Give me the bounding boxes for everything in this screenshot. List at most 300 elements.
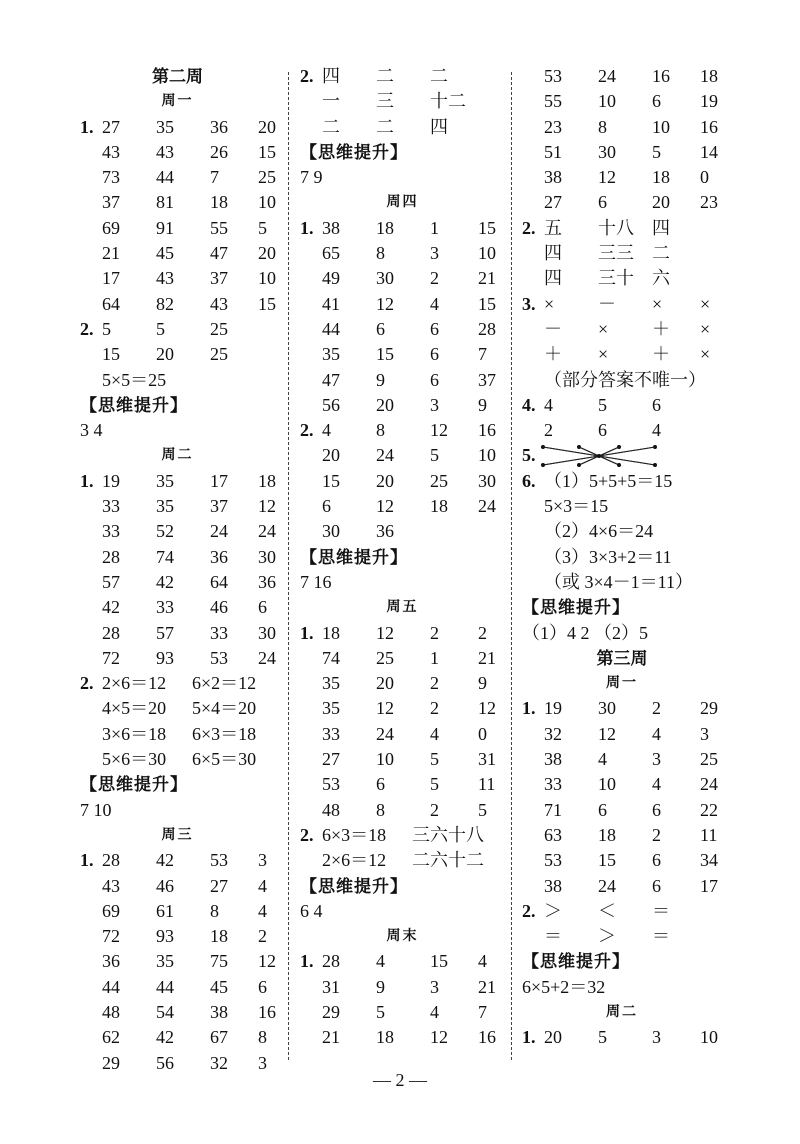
answer-cell: 37 — [210, 268, 228, 289]
equation: 6×5＝30 — [192, 749, 257, 770]
answer-cell: 42 — [156, 1027, 174, 1048]
answer-cell: 19 — [700, 91, 718, 112]
answer-cell: 7 — [210, 167, 219, 188]
answer-cell: 6 — [598, 799, 607, 820]
answer-cell: 9 — [376, 976, 385, 997]
answer-line — [80, 115, 275, 140]
answer-cell: 24 — [258, 521, 276, 542]
answer-line — [80, 292, 275, 317]
answer-cell: 30 — [376, 268, 394, 289]
answer-cell: 43 — [210, 293, 228, 314]
answer-cell: 6 — [652, 799, 661, 820]
answer-cell: 7 — [478, 344, 487, 365]
answer-cell: 7 — [478, 1001, 487, 1022]
answer-cell: 47 — [210, 243, 228, 264]
answer-line — [522, 1025, 722, 1050]
answer-cell: 48 — [102, 1001, 120, 1022]
answer-cell: 6 — [652, 394, 661, 415]
answer-line — [522, 772, 722, 797]
answer-cell: 32 — [210, 1052, 228, 1073]
answer-line — [522, 722, 722, 747]
answer-cell: 53 — [544, 66, 562, 86]
answer-cell: 48 — [322, 799, 340, 820]
answer-cell: 57 — [102, 571, 120, 592]
answer-cell: 15 — [430, 951, 448, 972]
answer-column-2 — [300, 64, 505, 1064]
answer-cell: 10 — [598, 91, 616, 112]
answer-line — [80, 722, 275, 747]
answer-cell: 5 — [430, 774, 439, 795]
answer-cell: 5 — [376, 1001, 385, 1022]
answer-cell: 16 — [478, 420, 496, 441]
answer-cell: 36 — [210, 546, 228, 567]
day-heading: 周三 — [161, 827, 194, 843]
answer-cell: 8 — [210, 900, 219, 921]
answer-text: 7 10 — [80, 799, 112, 820]
answer-line — [300, 292, 505, 317]
answer-cell: 4 — [652, 774, 661, 795]
question-number: 3. — [522, 293, 536, 314]
answer-text: （1）4 2 （2）5 — [522, 622, 648, 643]
answer-line — [522, 975, 722, 1000]
question-number: 1. — [80, 470, 94, 491]
answer-cell: 46 — [210, 597, 228, 618]
answer-cell: 四 — [544, 243, 562, 264]
answer-line — [522, 747, 722, 772]
answer-cell: 19 — [544, 698, 562, 719]
answer-cell: 27 — [102, 116, 120, 137]
question-number: 1. — [522, 1027, 536, 1048]
answer-cell: 4 — [652, 723, 661, 744]
equation: 5×6＝30 — [102, 749, 167, 770]
answer-line — [300, 899, 505, 924]
week-heading: 第二周 — [152, 67, 203, 86]
equation: 6×3＝18 — [192, 723, 257, 744]
answer-cell: 20 — [322, 445, 340, 466]
answer-line — [522, 190, 722, 215]
equation: 2×6＝12 — [322, 850, 387, 871]
week-heading: 第三周 — [596, 648, 648, 668]
answer-line — [522, 899, 722, 924]
question-number: 2. — [80, 318, 94, 339]
answer-cell: 15 — [322, 470, 340, 491]
answer-cell: 9 — [478, 394, 487, 415]
answer-cell: 8 — [258, 1027, 267, 1048]
answer-cell: 16 — [700, 116, 718, 137]
thinking-heading: 【思维提升】 — [80, 395, 188, 415]
answer-cell: ＞ — [544, 900, 562, 921]
answer-cell: ＋ — [544, 344, 562, 365]
answer-cell: 19 — [102, 470, 120, 491]
answer-cell: 37 — [478, 369, 496, 390]
answer-cell: ＝ — [652, 900, 670, 921]
answer-line — [522, 519, 722, 544]
answer-cell: 93 — [156, 926, 174, 947]
answer-cell: 14 — [700, 141, 718, 162]
answer-cell: 24 — [478, 496, 496, 517]
answer-line — [80, 621, 275, 646]
answer-cell: 24 — [700, 774, 718, 795]
answer-line — [522, 494, 722, 519]
answer-cell: 3 — [430, 243, 439, 264]
answer-cell: 42 — [156, 850, 174, 871]
answer-cell: 4 — [430, 293, 439, 314]
answer-cell: 10 — [376, 749, 394, 770]
day-heading: 周一 — [606, 676, 638, 692]
answer-cell: 28 — [102, 546, 120, 567]
answer-line — [80, 696, 275, 721]
thinking-heading: 【思维提升】 — [522, 598, 630, 618]
answer-line — [300, 165, 505, 190]
answer-cell: 18 — [322, 622, 340, 643]
answer-cell: 25 — [376, 647, 394, 668]
answer-cell: 16 — [652, 66, 670, 86]
day-heading: 周一 — [161, 94, 194, 110]
question-number: 2. — [80, 673, 94, 694]
answer-cell: 21 — [478, 976, 496, 997]
answer-cell: 27 — [544, 192, 562, 213]
answer-line — [522, 165, 722, 190]
answer-cell: 20 — [544, 1027, 562, 1048]
answer-cell: 3 — [258, 1052, 267, 1073]
answer-cell: 12 — [258, 951, 276, 972]
answer-cell: 22 — [700, 799, 718, 820]
answer-cell: 36 — [376, 521, 394, 542]
answer-cell: 3 — [430, 394, 439, 415]
answer-line — [522, 342, 722, 367]
answer-line — [80, 798, 275, 823]
answer-line — [522, 393, 722, 418]
answer-line — [80, 545, 275, 570]
answer-cell: 4 — [652, 420, 661, 441]
answer-cell: 6 — [430, 369, 439, 390]
answer-cell: 27 — [210, 875, 228, 896]
answer-cell: 53 — [322, 774, 340, 795]
answer-cell: 20 — [258, 116, 276, 137]
answer-cell: × — [598, 344, 609, 365]
answer-cell: 17 — [210, 470, 228, 491]
answer-cell: 75 — [210, 951, 228, 972]
answer-cell: 12 — [430, 420, 448, 441]
answer-cell: 20 — [258, 243, 276, 264]
answer-cell: 20 — [376, 470, 394, 491]
answer-line — [300, 1000, 505, 1025]
answer-cell: 2 — [478, 622, 487, 643]
answer-cell: 15 — [258, 141, 276, 162]
answer-text: 3 4 — [80, 420, 103, 441]
answer-cell: 44 — [156, 976, 174, 997]
answer-cell: 12 — [376, 622, 394, 643]
matching-center — [597, 454, 601, 458]
answer-cell: ＝ — [652, 926, 670, 947]
answer-cell: 12 — [376, 293, 394, 314]
matching-dot — [541, 463, 545, 467]
answer-cell: 20 — [156, 344, 174, 365]
answer-cell: × — [700, 318, 711, 339]
answer-cell: 12 — [376, 496, 394, 517]
answer-cell: 2 — [430, 698, 439, 719]
answer-line — [522, 89, 722, 114]
answer-line — [80, 671, 275, 696]
answer-line — [522, 545, 722, 570]
answer-cell: ＜ — [598, 900, 616, 921]
answer-cell: 9 — [478, 673, 487, 694]
answer-cell: 2 — [258, 926, 267, 947]
answer-cell: 49 — [322, 268, 340, 289]
answer-cell: 30 — [598, 141, 616, 162]
question-number: 1. — [300, 622, 314, 643]
answer-cell: 6 — [376, 318, 385, 339]
answer-cell: 30 — [598, 698, 616, 719]
answer-cell: 36 — [258, 571, 276, 592]
answer-cell: 10 — [598, 774, 616, 795]
answer-line — [522, 216, 722, 241]
answer-cell: 2 — [430, 673, 439, 694]
answer-cell: 0 — [478, 723, 487, 744]
answer-cell: 33 — [102, 521, 120, 542]
answer-line — [300, 115, 505, 140]
answer-cell: 16 — [258, 1001, 276, 1022]
answer-cell: 10 — [258, 192, 276, 213]
answer-cell: 44 — [156, 167, 174, 188]
answer-cell: 24 — [258, 647, 276, 668]
answer-line — [522, 469, 722, 494]
answer-line — [300, 241, 505, 266]
answer-cell: 25 — [210, 318, 228, 339]
equation: 2×6＝12 — [102, 673, 167, 694]
answer-cell: 12 — [430, 1027, 448, 1048]
answer-cell: 四 — [430, 116, 448, 137]
answer-cell: 四 — [544, 268, 562, 289]
answer-cell: 41 — [322, 293, 340, 314]
answer-cell: 二 — [652, 243, 670, 264]
answer-line — [300, 443, 505, 468]
answer-cell: 42 — [156, 571, 174, 592]
answer-cell: 24 — [376, 723, 394, 744]
answer-cell: 36 — [210, 116, 228, 137]
answer-cell: 3 — [700, 723, 709, 744]
answer-text: 6×5+2＝32 — [522, 976, 606, 997]
answer-cell: 29 — [102, 1052, 120, 1073]
day-heading: 周五 — [386, 600, 419, 616]
answer-cell: 6 — [598, 420, 607, 441]
answer-cell: 24 — [598, 66, 616, 86]
answer-cell: 51 — [544, 141, 562, 162]
question-number: 1. — [80, 116, 94, 137]
equation: 6×2＝12 — [192, 673, 257, 694]
answer-line — [80, 874, 275, 899]
answer-cell: 25 — [258, 167, 276, 188]
answer-cell: 18 — [258, 470, 276, 491]
answer-cell: 18 — [430, 496, 448, 517]
answer-cell: ＞ — [598, 926, 616, 947]
answer-cell: 24 — [598, 875, 616, 896]
answer-cell: 64 — [102, 293, 120, 314]
answer-line — [300, 570, 505, 595]
answer-cell: 16 — [478, 1027, 496, 1048]
answer-cell: 10 — [700, 1027, 718, 1048]
answer-cell: 2 — [544, 420, 553, 441]
answer-cell: 五 — [544, 217, 562, 238]
answer-cell: 6 — [430, 318, 439, 339]
answer-cell: 35 — [322, 344, 340, 365]
answer-cell: 31 — [322, 976, 340, 997]
answer-cell: 38 — [544, 167, 562, 188]
answer-cell: 2 — [652, 824, 661, 845]
answer-cell: 38 — [544, 875, 562, 896]
answer-cell: × — [544, 293, 555, 314]
answer-cell: 4 — [258, 875, 267, 896]
answer-cell: 1 — [430, 217, 439, 238]
answer-cell: 62 — [102, 1027, 120, 1048]
answer-cell: 33 — [156, 597, 174, 618]
equation: 6×3＝18 — [322, 824, 387, 845]
answer-cell: 45 — [156, 243, 174, 264]
column-divider — [288, 72, 289, 1060]
answer-line — [80, 317, 275, 342]
answer-line — [522, 292, 722, 317]
answer-cell: 21 — [478, 268, 496, 289]
answer-line — [522, 443, 722, 468]
answer-line — [522, 848, 722, 873]
answer-cell: × — [700, 344, 711, 365]
answer-cell: 35 — [322, 673, 340, 694]
matching-dot — [577, 463, 581, 467]
answer-cell: 三三 — [598, 243, 634, 264]
answer-cell: 35 — [322, 698, 340, 719]
answer-line — [522, 115, 722, 140]
answer-line — [300, 469, 505, 494]
answer-cell: 28 — [322, 951, 340, 972]
answer-cell: 57 — [156, 622, 174, 643]
answer-cell: 10 — [258, 268, 276, 289]
answer-cell: 21 — [478, 647, 496, 668]
answer-line — [300, 722, 505, 747]
answer-line — [300, 798, 505, 823]
answer-cell: 12 — [598, 167, 616, 188]
answer-cell: 18 — [652, 167, 670, 188]
answer-line — [80, 747, 275, 772]
answer-line — [300, 89, 505, 114]
answer-line — [522, 140, 722, 165]
answer-line — [80, 646, 275, 671]
answer-cell: 5 — [598, 394, 607, 415]
answer-cell: 4 — [258, 900, 267, 921]
answer-text: 6 4 — [300, 900, 323, 921]
answer-cell: 52 — [156, 521, 174, 542]
answer-line — [300, 494, 505, 519]
answer-line — [80, 190, 275, 215]
answer-cell: 63 — [544, 824, 562, 845]
answer-cell: 十八 — [598, 217, 634, 238]
answer-text: 5×3＝15 — [544, 496, 609, 517]
answer-cell: 44 — [322, 318, 340, 339]
answer-cell: 31 — [478, 749, 496, 770]
answer-line — [80, 519, 275, 544]
answer-cell: 61 — [156, 900, 174, 921]
answer-cell: 4 — [430, 723, 439, 744]
answer-cell: 2 — [430, 268, 439, 289]
answer-cell: 28 — [102, 622, 120, 643]
answer-cell: 54 — [156, 1001, 174, 1022]
answer-cell: 25 — [210, 344, 228, 365]
answer-line — [300, 696, 505, 721]
answer-cell: 6 — [258, 976, 267, 997]
thinking-heading: 【思维提升】 — [80, 775, 188, 795]
day-heading: 周四 — [386, 195, 419, 211]
answer-line — [80, 570, 275, 595]
answer-cell: 6 — [652, 850, 661, 871]
answer-cell: 34 — [700, 850, 718, 871]
answer-cell: 37 — [210, 496, 228, 517]
answer-cell: 56 — [322, 394, 340, 415]
answer-line — [80, 216, 275, 241]
answer-line — [300, 747, 505, 772]
answer-cell: 15 — [102, 344, 120, 365]
thinking-heading: 【思维提升】 — [522, 952, 630, 972]
answer-cell: 6 — [430, 344, 439, 365]
question-number: 2. — [300, 824, 314, 845]
answer-cell: 46 — [156, 875, 174, 896]
answer-line — [300, 342, 505, 367]
answer-cell: 3 — [652, 1027, 661, 1048]
answer-cell: 6 — [258, 597, 267, 618]
answer-cell: 10 — [478, 243, 496, 264]
answer-cell: 33 — [210, 622, 228, 643]
answer-cell: 4 — [478, 951, 487, 972]
answer-cell: 11 — [700, 824, 718, 845]
question-number: 2. — [300, 66, 314, 86]
answer-cell: 30 — [258, 546, 276, 567]
answer-cell: 8 — [376, 243, 385, 264]
answer-cell: 3 — [652, 749, 661, 770]
answer-cell: 74 — [156, 546, 174, 567]
answer-cell: 56 — [156, 1052, 174, 1073]
answer-cell: 一 — [322, 91, 340, 112]
answer-cell: 25 — [700, 749, 718, 770]
answer-cell: 43 — [102, 141, 120, 162]
thinking-heading: 【思维提升】 — [300, 142, 408, 162]
answer-cell: 18 — [210, 192, 228, 213]
answer-cell: 44 — [102, 976, 120, 997]
answer-cell: 64 — [210, 571, 228, 592]
answer-text: （2）4×6＝24 — [544, 521, 654, 542]
answer-cell: 5 — [156, 318, 165, 339]
answer-cell: 55 — [210, 217, 228, 238]
answer-line — [522, 418, 722, 443]
answer-cell: 71 — [544, 799, 562, 820]
answer-cell: 36 — [102, 951, 120, 972]
answer-line — [80, 368, 275, 393]
answer-cell: 30 — [258, 622, 276, 643]
answer-cell: 9 — [376, 369, 385, 390]
answer-cell: 5 — [430, 445, 439, 466]
answer-cell: 6 — [598, 192, 607, 213]
answer-cell: 四 — [652, 217, 670, 238]
answer-cell: 82 — [156, 293, 174, 314]
answer-line — [80, 949, 275, 974]
answer-line — [300, 64, 505, 89]
question-number: 2. — [522, 900, 536, 921]
answer-cell: 38 — [544, 749, 562, 770]
answer-cell: 17 — [700, 875, 718, 896]
answer-line — [522, 368, 722, 393]
answer-text: 7 16 — [300, 571, 332, 592]
answer-line — [522, 241, 722, 266]
question-number: 2. — [522, 217, 536, 238]
answer-cell: 72 — [102, 647, 120, 668]
answer-cell: 0 — [700, 167, 709, 188]
